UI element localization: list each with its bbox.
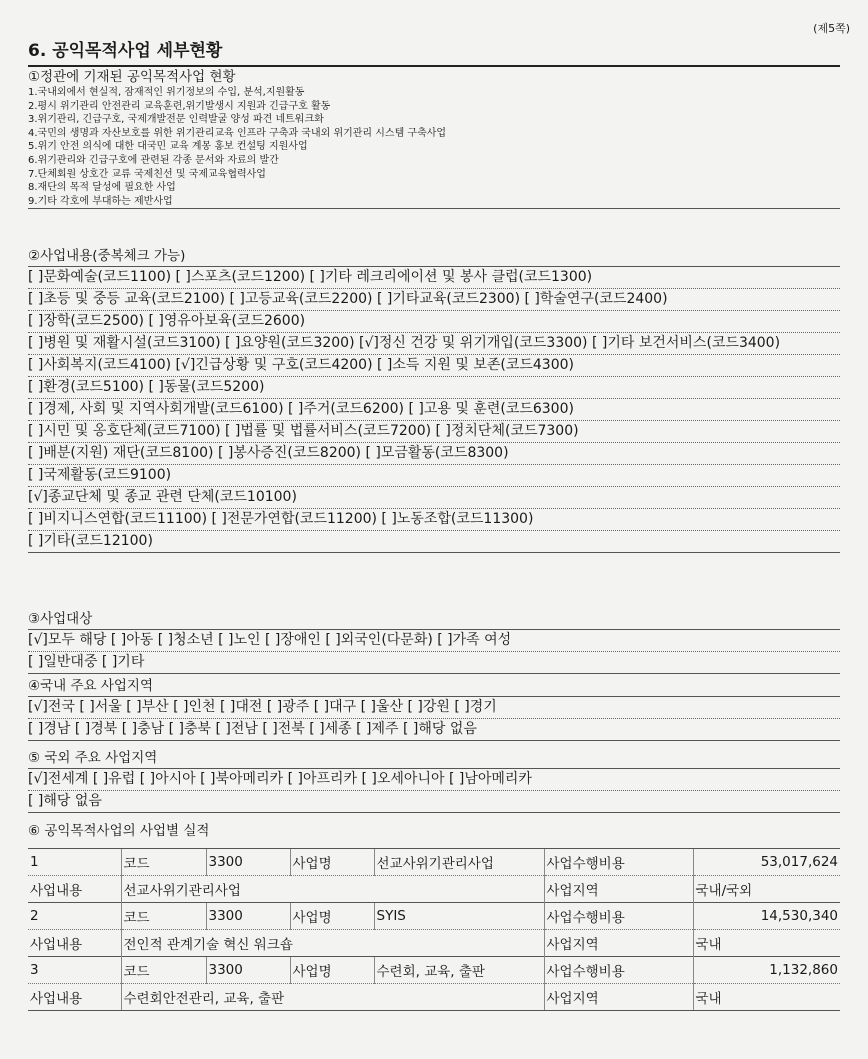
list-item: 5.위기 안전 의식에 대한 대국민 교육 계몽 홍보 컨설팅 지원사업 [28,141,308,153]
region-label: 사업지역 [544,876,693,903]
list-item: 1.국내외에서 현실적, 잠재적인 위기정보의 수입, 분석,지원활동 [28,87,305,98]
content-value: 수련회안전관리, 교육, 출판 [121,984,544,1011]
cost-label: 사업수행비용 [544,903,693,930]
checkbox-line: [ ]시민 및 옹호단체(코드7100) [ ]법률 및 법률서비스(코드7200) [ ]정치단체(코드7300) [28,421,840,443]
content-value: 전인적 관계기술 혁신 워크숍 [121,930,544,957]
list-item: 4.국민의 생명과 자산보호를 위한 위기관리교육 인프라 구축과 국내외 위기관리 시스템 구축사업 [28,127,447,139]
section-performance [28,820,840,842]
region-label: 사업지역 [544,930,693,957]
section-target [28,609,840,674]
name-value: SYIS [374,903,544,930]
checkbox-line: [ ]초등 및 중등 교육(코드2100) [ ]고등교육(코드2200) [ ]기타교육(코드2300) [ ]학술연구(코드2400) [28,289,840,311]
checkbox-line: [ ]경제, 사회 및 지역사회개발(코드6100) [ ]주거(코드6200) [ ]고용 및 훈련(코드6300) [28,399,840,421]
charter-heading: ①정관에 기재된 공익목적사업 현황 [28,69,236,85]
content-label: 사업내용 [28,984,121,1011]
list-item: 9.기타 각호에 부대하는 제반사업 [28,195,173,207]
code-label: 코드 [121,849,206,876]
name-value: 선교사위기관리사업 [374,849,544,876]
code-value: 3300 [206,957,290,984]
cost-value: 14,530,340 [693,903,840,930]
table-row [28,984,840,1011]
section-charter-purposes [28,68,840,209]
business-content-heading: ②사업내용(중복체크 가능) [28,246,840,267]
code-label: 코드 [121,957,206,984]
table-row [28,930,840,957]
cost-label: 사업수행비용 [544,957,693,984]
checkbox-line: [√]종교단체 및 종교 관련 단체(코드10100) [28,487,840,509]
cost-value: 1,132,860 [693,957,840,984]
checkbox-line: [ ]비지니스연합(코드11100) [ ]전문가연합(코드11200) [ ]노동조합(코드11300) [28,509,840,531]
table-row [28,876,840,903]
charter-purpose-list [28,86,840,209]
name-value: 수련회, 교육, 출판 [374,957,544,984]
list-item: 7.단체회원 상호간 교류 국제친선 및 국제교육협력사업 [28,168,266,180]
page-number: (제5쪽) [813,22,850,35]
checkbox-line: [ ]배분(지원) 재단(코드8100) [ ]봉사증진(코드8200) [ ]모금활동(코드8300) [28,443,840,465]
name-label: 사업명 [290,903,374,930]
region-value: 국내 [693,930,840,957]
target-heading: ③사업대상 [28,609,840,630]
checkbox-line: [√]모두 해당 [ ]아동 [ ]청소년 [ ]노인 [ ]장애인 [ ]외국인(다문화) [ ]가족 여성 [28,630,840,652]
row-number: 3 [28,957,121,984]
checkbox-line: [ ]해당 없음 [28,791,840,813]
section-title: 6. 공익목적사업 세부현황 [28,36,840,67]
name-label: 사업명 [290,849,374,876]
section-domestic-region [28,676,840,741]
list-item: 8.재단의 목적 달성에 필요한 사업 [28,182,176,194]
row-number: 1 [28,849,121,876]
region-value: 국내/국외 [693,876,840,903]
table-row [28,849,840,876]
performance-table [28,848,840,1011]
checkbox-line: [ ]장학(코드2500) [ ]영유아보육(코드2600) [28,311,840,333]
checkbox-line: [ ]환경(코드5100) [ ]동물(코드5200) [28,377,840,399]
code-label: 코드 [121,903,206,930]
overseas-region-heading: ⑤ 국외 주요 사업지역 [28,748,840,769]
content-value: 선교사위기관리사업 [121,876,544,903]
checkbox-line: [√]전세계 [ ]유럽 [ ]아시아 [ ]북아메리카 [ ]아프리카 [ ]오세아니아 [ ]남아메리카 [28,769,840,791]
checkbox-line: [ ]일반대중 [ ]기타 [28,652,840,674]
content-label: 사업내용 [28,930,121,957]
name-label: 사업명 [290,957,374,984]
code-value: 3300 [206,849,290,876]
list-item: 3.위기관리, 긴급구호, 국제개발전문 인력발굴 양성 파견 네트워크화 [28,114,324,126]
checkbox-line: [ ]문화예술(코드1100) [ ]스포츠(코드1200) [ ]기타 레크리에이션 및 봉사 클럽(코드1300) [28,267,840,289]
checkbox-line: [ ]병원 및 재활시설(코드3100) [ ]요양원(코드3200) [√]정신 건강 및 위기개입(코드3300) [ ]기타 보건서비스(코드3400) [28,333,840,355]
performance-heading: ⑥ 공익목적사업의 사업별 실적 [28,823,210,839]
checkbox-line: [ ]기타(코드12100) [28,531,840,553]
section-overseas-region [28,748,840,813]
domestic-region-heading: ④국내 주요 사업지역 [28,676,840,697]
code-value: 3300 [206,903,290,930]
section-business-content [28,246,840,553]
cost-value: 53,017,624 [693,849,840,876]
content-label: 사업내용 [28,876,121,903]
region-label: 사업지역 [544,984,693,1011]
list-item: 2.평시 위기관리 안전관리 교육훈련,위기발생시 지원과 긴급구호 활동 [28,100,331,112]
checkbox-line: [√]전국 [ ]서울 [ ]부산 [ ]인천 [ ]대전 [ ]광주 [ ]대구 [ ]울산 [ ]강원 [ ]경기 [28,697,840,719]
region-value: 국내 [693,984,840,1011]
table-row [28,903,840,930]
row-number: 2 [28,903,121,930]
checkbox-line: [ ]국제활동(코드9100) [28,465,840,487]
list-item: 6.위기관리와 긴급구호에 관련된 각종 문서와 자료의 발간 [28,154,279,166]
table-row [28,957,840,984]
checkbox-line: [ ]사회복지(코드4100) [√]긴급상황 및 구호(코드4200) [ ]소득 지원 및 보존(코드4300) [28,355,840,377]
cost-label: 사업수행비용 [544,849,693,876]
checkbox-line: [ ]경남 [ ]경북 [ ]충남 [ ]충북 [ ]전남 [ ]전북 [ ]세종 [ ]제주 [ ]해당 없음 [28,719,840,741]
